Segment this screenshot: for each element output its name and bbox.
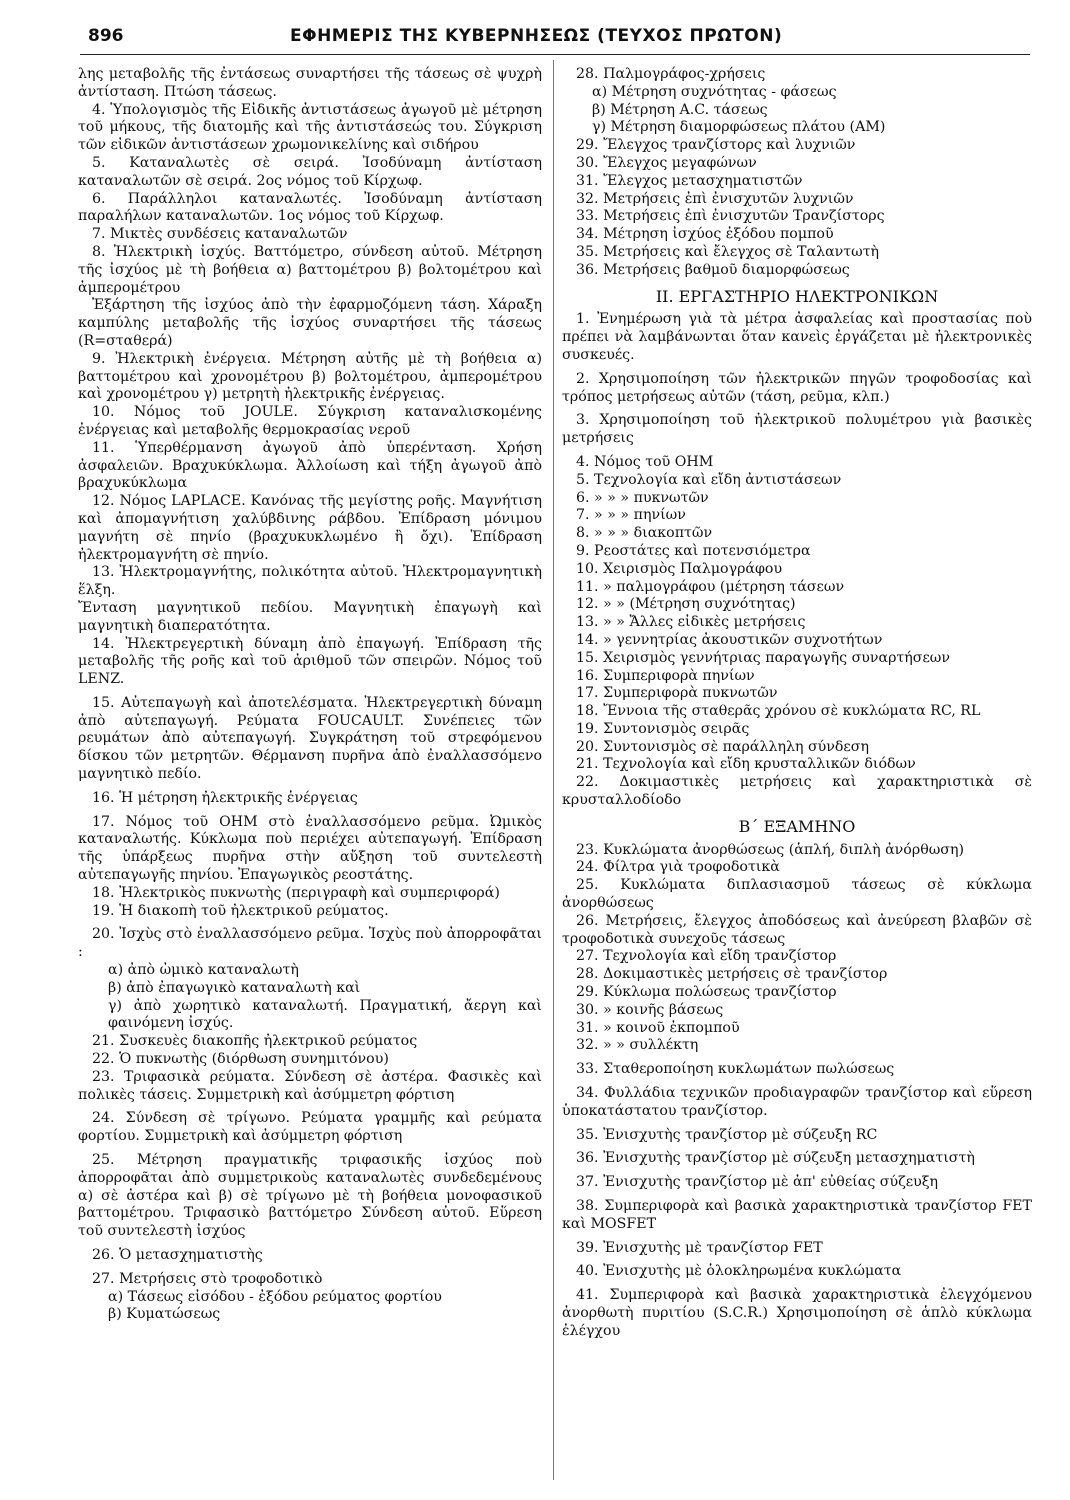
list-item: α) ἀπὸ ὠμικὸ καταναλωτὴ (108, 962, 299, 979)
right-column (562, 66, 1032, 1341)
list-item: 36. Ἐνισχυτὴς τρανζίστορ μὲ σύζευξη μετασχηματιστὴ (576, 1150, 975, 1167)
list-item: 25. Κυκλώματα διπλασιασμοῦ τάσεως σὲ κύκλωμα ἀνορθώσεως (562, 877, 1032, 912)
paragraph: 5. Καταναλωτὲς σὲ σειρά. Ἰσοδύναμη ἀντίσταση καταναλωτῶν σὲ σειρά. 2ος νόμος τοῦ Κίρχωφ. (78, 154, 542, 189)
paragraph: 18. Ἠλεκτρικὸς πυκνωτὴς (περιγραφὴ καὶ συμπεριφορά) (92, 884, 500, 901)
list-item: 5. Τεχνολογία καὶ εἴδη ἀντιστάσεων (576, 471, 842, 488)
list-item: 29. Κύκλωμα πολώσεως τρανζίστορ (576, 984, 837, 1001)
list-item: 27. Τεχνολογία καὶ εἴδη τρανζίστορ (576, 948, 837, 965)
list-item: 33. Σταθεροποίηση κυκλωμάτων πωλώσεως (576, 1061, 895, 1078)
list-item: 16. Συμπεριφορὰ πηνίων (576, 667, 755, 684)
list-item: 30. » κοινῆς βάσεως (576, 1001, 724, 1018)
column-divider (553, 60, 554, 1480)
paragraph: 6. Παράλληλοι καταναλωτές. Ἰσοδύναμη ἀντίσταση παραλήλων καταναλωτῶν. 1ος νόμος τοῦ Κίρχωφ. (78, 190, 542, 225)
left-column (78, 66, 542, 1324)
paragraph: 1. Ἐνημέρωση γιὰ τὰ μέτρα ἀσφαλείας καὶ προστασίας ποὺ πρέπει νὰ λαμβάνωνται ὅταν κανεὶς ἐργάζεται μὲ ἠλεκτρονικὲς συσκευές. (562, 311, 1032, 363)
list-item: 22. Δοκιμαστικὲς μετρήσεις καὶ χαρακτηριστικὰ σὲ κρυσταλλοδίοδο (562, 774, 1032, 809)
paragraph: λης μεταβολῆς τῆς ἐντάσεως συναρτήσει τῆς τάσεως σὲ ψυχρὴ ἀντίσταση. Πτώση τάσεως. (78, 66, 542, 100)
list-item: 23. Κυκλώματα ἀνορθώσεως (ἁπλή, διπλὴ ἀνόρθωση) (576, 841, 965, 858)
paragraph: 24. Σύνδεση σὲ τρίγωνο. Ρεύματα γραμμῆς καὶ ρεύματα φορτίου. Συμμετρικὴ καὶ ἀσύμμετρη φόρτιση (78, 1110, 542, 1145)
paragraph: 4. Ὑπολογισμὸς τῆς Εἰδικῆς ἀντιστάσεως ἀγωγοῦ μὲ μέτρηση τοῦ μήκους, τῆς διατομῆς καὶ τῆς ἀντιστάσεώς του. Σύγκριση τῶν εἰδικῶν ἀντιστάσεων χρωμονικελίνης καὶ σιδήρου (78, 101, 542, 154)
page-number: 896 (88, 26, 124, 46)
section-heading: Β΄ ΕΞΑΜΗΝΟ (738, 816, 856, 836)
paragraph: 7. Μικτὲς συνδέσεις καταναλωτῶν (92, 226, 348, 243)
list-item: γ) ἀπὸ χωρητικὸ καταναλωτή. Πραγματική, ἄεργη καὶ φαινόμενη ἰσχύς. (108, 997, 542, 1032)
header-rule (80, 54, 1030, 55)
list-item: 18. Ἔννοια τῆς σταθερᾶς χρόνου σὲ κυκλώματα RC, RL (576, 703, 981, 720)
list-item: 4. Νόμος τοῦ ΟΗΜ (576, 453, 714, 470)
list-item: 39. Ἐνισχυτὴς μὲ τρανζίστορ FET (576, 1239, 823, 1256)
list-item: β) Κυματώσεως (108, 1306, 221, 1323)
paragraph: 21. Συσκευὲς διακοπῆς ἠλεκτρικοῦ ρεύματος (92, 1033, 418, 1050)
list-item: α) Μέτρηση συχνότητας - φάσεως (592, 83, 837, 100)
list-item: 32. Μετρήσεις ἐπὶ ἐνισχυτῶν λυχνιῶν (576, 190, 854, 207)
list-item: 35. Ἐνισχυτὴς τρανζίστορ μὲ σύζευξη RC (576, 1126, 878, 1143)
list-item: 11. » παλμογράφου (μέτρηση τάσεων (576, 578, 845, 595)
list-item: 21. Τεχνολογία καὶ εἴδη κρυσταλλικῶν διόδων (576, 756, 916, 773)
paragraph: 16. Ἡ μέτρηση ἠλεκτρικῆς ἐνέργειας (92, 789, 358, 806)
paragraph: 26. Ὁ μετασχηματιστὴς (92, 1247, 263, 1263)
paragraph: 23. Τριφασικὰ ρεύματα. Σύνδεση σὲ ἀστέρα. Φασικὲς καὶ πολικὲς τάσεις. Συμμετρικὴ καὶ ἀσύμμετρη φόρτιση (78, 1068, 542, 1103)
section-heading: ΙΙ. ΕΡΓΑΣΤΗΡΙΟ ΗΛΕΚΤΡΟΝΙΚΩΝ (655, 286, 939, 306)
list-item: β) Μέτρηση A.C. τάσεως (592, 101, 768, 118)
paragraph: 17. Νόμος τοῦ ΟΗΜ στὸ ἐναλλασσόμενο ρεῦμα. Ὠμικὸς καταναλωτής. Κύκλωμα ποὺ περιέχει αὐτεπαγωγή. Ἐπίδραση τῆς ὑπάρξεως πυρῆνα στὴν αὔξηση τοῦ συντελεστὴ αὐτεπαγωγῆς πηνίου. Ἐπαγωγικὸς ρεοστάτης. (78, 813, 542, 884)
paragraph: 41. Συμπεριφορὰ καὶ βασικὰ χαρακτηριστικὰ ἐλεγχόμενου ἀνορθωτὴ πυριτίου (S.C.R.) Χρησιμοποίηση σὲ ἁπλὸ κύκλωμα ἐλέγχου (562, 1287, 1032, 1339)
list-item: 32. » » συλλέκτη (576, 1037, 699, 1054)
list-item: 31. » κοινοῦ ἐκπομποῦ (576, 1019, 740, 1036)
list-item: 19. Συντονισμὸς σειρᾶς (576, 720, 750, 737)
paragraph: 27. Μετρήσεις στὸ τροφοδοτικὸ (92, 1270, 323, 1287)
list-item: 24. Φίλτρα γιὰ τροφοδοτικὰ (576, 859, 780, 876)
page-header (0, 0, 1070, 60)
list-item: 14. » γεννητρίας ἀκουστικῶν συχνοτήτων (576, 631, 883, 648)
list-item: 8. » » » διακοπτῶν (576, 525, 713, 542)
list-item: 37. Ἐνισχυτὴς τρανζίστορ μὲ ἀπ' εὐθείας σύζευξη (576, 1174, 939, 1191)
paragraph: 25. Μέτρηση πραγματικῆς τριφασικῆς ἰσχύος ποὺ ἀπορροφᾶται ἀπὸ συμμετρικοὺς καταναλωτὲς συνδεδεμένους α) σὲ ἀστέρα καὶ β) σὲ τρίγωνο μὲ τὴ βοήθεια μονοφασικοῦ βαττομέτρου. Τριφασικὸ βαττόμετρο Σύνδεση αὐτοῦ. Εὕρεση τοῦ συντελεστὴ ἰσχύος (78, 1152, 542, 1240)
paragraph: 38. Συμπεριφορὰ καὶ βασικὰ χαρακτηριστικὰ τρανζίστορ FET καὶ MOSFET (562, 1198, 1032, 1232)
paragraph: 15. Αὐτεπαγωγὴ καὶ ἀποτελέσματα. Ἠλεκτρεγερτικὴ δύναμη ἀπὸ αὐτεπαγωγή. Ρεύματα FOUCAULT. Συνέπειες τῶν ρευμάτων ἀπὸ αὐτεπαγωγή. Συγκράτηση τοῦ στρεφόμενου δίσκου τῶν μετρητῶν. Θέρμανση πυρῆνα ἀπὸ ἐναλλασσόμενο μαγνητικὸ πεδίο. (78, 694, 542, 783)
paragraph: Ἔνταση μαγνητικοῦ πεδίου. Μαγνητικὴ ἐπαγωγὴ καὶ μαγνητικὴ διαπερατότητα. (78, 599, 542, 634)
paragraph: 20. Ἰσχὺς στὸ ἐναλλασσόμενο ρεῦμα. Ἰσχὺς ποὺ ἀπορροφᾶται : (78, 926, 542, 961)
paragraph: 34. Φυλλάδια τεχνικῶν προδιαγραφῶν τρανζίστορ καὶ εὕρεση ὑποκατάστατου τρανζίστορ. (562, 1085, 1032, 1119)
list-item: 7. » » » πηνίων (576, 507, 686, 524)
paragraph: 19. Ἡ διακοπὴ τοῦ ἠλεκτρικοῦ ρεύματος. (92, 902, 389, 919)
list-item: 28. Παλμογράφος-χρήσεις (576, 66, 766, 82)
list-item: 30. Ἔλεγχος μεγαφώνων (576, 154, 757, 171)
list-item: 9. Ρεοστάτες καὶ ποτενσιόμετρα (576, 542, 811, 559)
paragraph: 3. Χρησιμοποίηση τοῦ ἠλεκτρικοῦ πολυμέτρου γιὰ βασικὲς μετρήσεις (562, 412, 1032, 447)
list-item: 12. » » (Μέτρηση συχνότητας) (576, 596, 796, 613)
list-item: 31. Ἔλεγχος μετασχηματιστῶν (576, 172, 803, 189)
list-item: 33. Μετρήσεις ἐπὶ ἐνισχυτῶν Τρανζίστορς (576, 208, 885, 225)
paragraph: 13. Ἠλεκτρομαγνήτης, πολικότητα αὐτοῦ. Ἠλεκτρομαγνητικὴ ἕλξη. (78, 564, 542, 599)
paragraph: 9. Ἠλεκτρικὴ ἐνέργεια. Μέτρηση αὐτῆς μὲ τὴ βοήθεια α) βαττομέτρου καὶ χρονομέτρου β) βολτομέτρου, ἀμπερομέτρου καὶ χρονομέτρου γ) μετρητὴ ἠλεκτρικῆς ἐνέργειας. (78, 350, 542, 403)
list-item: 40. Ἐνισχυτὴς μὲ ὁλοκληρωμένα κυκλώματα (576, 1263, 902, 1280)
paragraph: 8. Ἠλεκτρικὴ ἰσχύς. Βαττόμετρο, σύνδεση αὐτοῦ. Μέτρηση τῆς ἰσχύος μὲ τὴ βοήθεια α) βαττομέτρου β) βολτομέτρου καὶ ἀμπερομέτρου (78, 243, 542, 296)
list-item: 13. » » Ἄλλες εἰδικὲς μετρήσεις (576, 614, 806, 631)
list-item: 20. Συντονισμὸς σὲ παράλληλη σύνδεση (576, 738, 869, 755)
paragraph: 2. Χρησιμοποίηση τῶν ἠλεκτρικῶν πηγῶν τροφοδοσίας καὶ τρόπος μετρήσεως αὐτῶν (τάση, ρεῦμα, κλπ.) (562, 370, 1032, 405)
paragraph: 11. Ὑπερθέρμανση ἀγωγοῦ ἀπὸ ὑπερένταση. Χρήση ἀσφαλειῶν. Βραχυκύκλωμα. Ἀλλοίωση καὶ τήξη ἀγωγοῦ ἀπὸ βραχυκύκλωμα (78, 439, 542, 492)
paragraph: 22. Ὁ πυκνωτὴς (διόρθωση συνημιτόνου) (92, 1051, 389, 1068)
paragraph: Ἐξάρτηση τῆς ἰσχύος ἀπὸ τὴν ἐφαρμοζόμενη τάση. Χάραξη καμπύλης μεταβολῆς τῆς ἰσχύος συναρτήσει τῆς τάσεως (R=σταθερά) (78, 297, 542, 349)
list-item: 29. Ἔλεγχος τρανζίστορς καὶ λυχνιῶν (576, 137, 856, 154)
paragraph: 12. Νόμος LAPLACE. Κανόνας τῆς μεγίστης ροῆς. Μαγνήτιση καὶ ἀπομαγνήτιση χαλύβδινης ράβδου. Ἐπίδραση μόνιμου μαγνήτη σὲ πηνίο (βραχυκυκλωμένο ἢ ὄχι). Ἐπίδραση ἠλεκτρομαγνήτη σὲ πηνίο. (78, 493, 542, 563)
list-item: 6. » » » πυκνωτῶν (576, 489, 709, 506)
list-item: β) ἀπὸ ἐπαγωγικὸ καταναλωτὴ καὶ (108, 979, 361, 996)
list-item: 28. Δοκιμαστικὲς μετρήσεις σὲ τρανζίστορ (576, 966, 888, 983)
list-item: α) Τάσεως εἰσόδου - ἐξόδου ρεύματος φορτίου (108, 1288, 442, 1305)
list-item: 17. Συμπεριφορὰ πυκνωτῶν (576, 685, 778, 702)
list-item: 15. Χειρισμὸς γεννήτριας παραγωγῆς συναρτήσεων (576, 649, 951, 666)
page-title: ΕΦΗΜΕΡΙΣ ΤΗΣ ΚΥΒΕΡΝΗΣΕΩΣ (ΤΕΥΧΟΣ ΠΡΩΤΟΝ) (290, 26, 783, 46)
list-item: 34. Μέτρηση ἰσχύος ἐξόδου πομποῦ (576, 226, 834, 243)
list-item: 26. Μετρήσεις, ἔλεγχος ἀποδόσεως καὶ ἀνεύρεση βλαβῶν σὲ τροφοδοτικὰ συνεχοῦς τάσεως (562, 912, 1032, 947)
paragraph: 10. Νόμος τοῦ JOULE. Σύγκριση καταναλισκομένης ἐνέργειας καὶ μεταβολῆς θερμοκρασίας νεροῦ (78, 404, 542, 438)
list-item: γ) Μέτρηση διαμορφώσεως πλάτου (AM) (592, 119, 886, 136)
list-item: 35. Μετρήσεις καὶ ἔλεγχος σὲ Ταλαντωτὴ (576, 243, 880, 260)
paragraph: 14. Ἠλεκτρεγερτικὴ δύναμη ἀπὸ ἐπαγωγή. Ἐπίδραση τῆς μεταβολῆς τῆς ροῆς καὶ τοῦ ἀριθμοῦ τῶν σπειρῶν. Νόμος τοῦ LENZ. (78, 635, 542, 688)
list-item: 10. Χειρισμὸς Παλμογράφου (576, 560, 783, 577)
list-item: 36. Μετρήσεις βαθμοῦ διαμορφώσεως (576, 261, 850, 278)
